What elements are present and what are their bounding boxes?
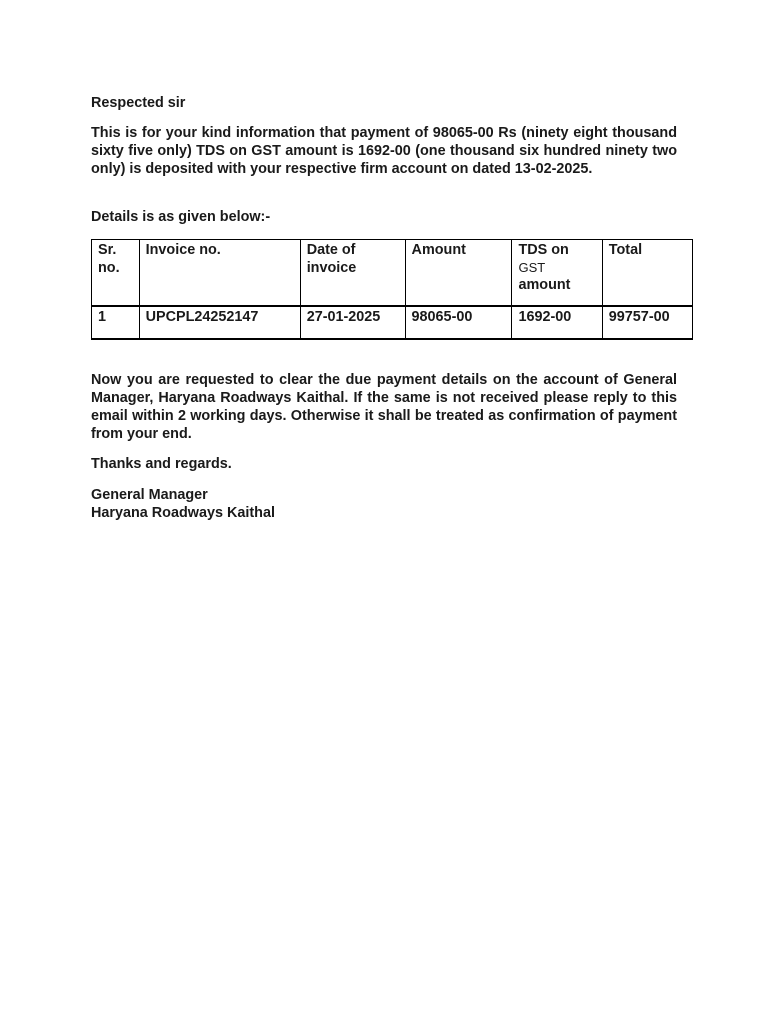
closing-line: Thanks and regards. (91, 456, 232, 472)
header-date-line2: invoice (306, 260, 357, 276)
table-row (92, 306, 693, 339)
salutation: Respected sir (91, 95, 186, 111)
header-date-of-invoice (300, 240, 405, 307)
header-tds-line3: amount (518, 277, 571, 293)
header-sr-line2: no. (98, 260, 120, 276)
header-amount: Amount (405, 240, 512, 307)
request-paragraph: Now you are requested to clear the due payment details on the account of General Manager, Haryana Roadways Kaithal. If the same is not received please reply to this email within 2 working days. Otherwise it shall be treated as confirmation of payment from your end. (91, 372, 677, 442)
cell-total: 99757-00 (602, 306, 692, 339)
header-tds-on-gst (512, 240, 602, 307)
invoice-details-table (91, 239, 693, 340)
table-header-row (92, 240, 693, 307)
details-intro: Details is as given below:- (91, 209, 271, 225)
header-total: Total (602, 240, 692, 307)
cell-tds: 1692-00 (512, 306, 602, 339)
cell-date: 27-01-2025 (300, 306, 405, 339)
header-sr-line1: Sr. (98, 242, 117, 258)
signature-block (91, 486, 275, 522)
header-tds-line1: TDS on (518, 242, 569, 258)
signature-org: Haryana Roadways Kaithal (91, 505, 275, 521)
payment-info-paragraph: This is for your kind information that payment of 98065-00 Rs (ninety eight thousand sixty five only) TDS on GST amount is 1692-00 (one thousand six hundred ninety two only) is deposited with your respective firm account on dated 13-02-2025. (91, 125, 677, 177)
header-invoice-no: Invoice no. (139, 240, 300, 307)
cell-amount: 98065-00 (405, 306, 512, 339)
header-tds-line2: GST (518, 260, 546, 275)
header-sr-no (92, 240, 140, 307)
signature-title: General Manager (91, 487, 208, 503)
cell-invoice: UPCPL24252147 (139, 306, 300, 339)
cell-sr: 1 (92, 306, 140, 339)
header-date-line1: Date of (306, 242, 356, 258)
